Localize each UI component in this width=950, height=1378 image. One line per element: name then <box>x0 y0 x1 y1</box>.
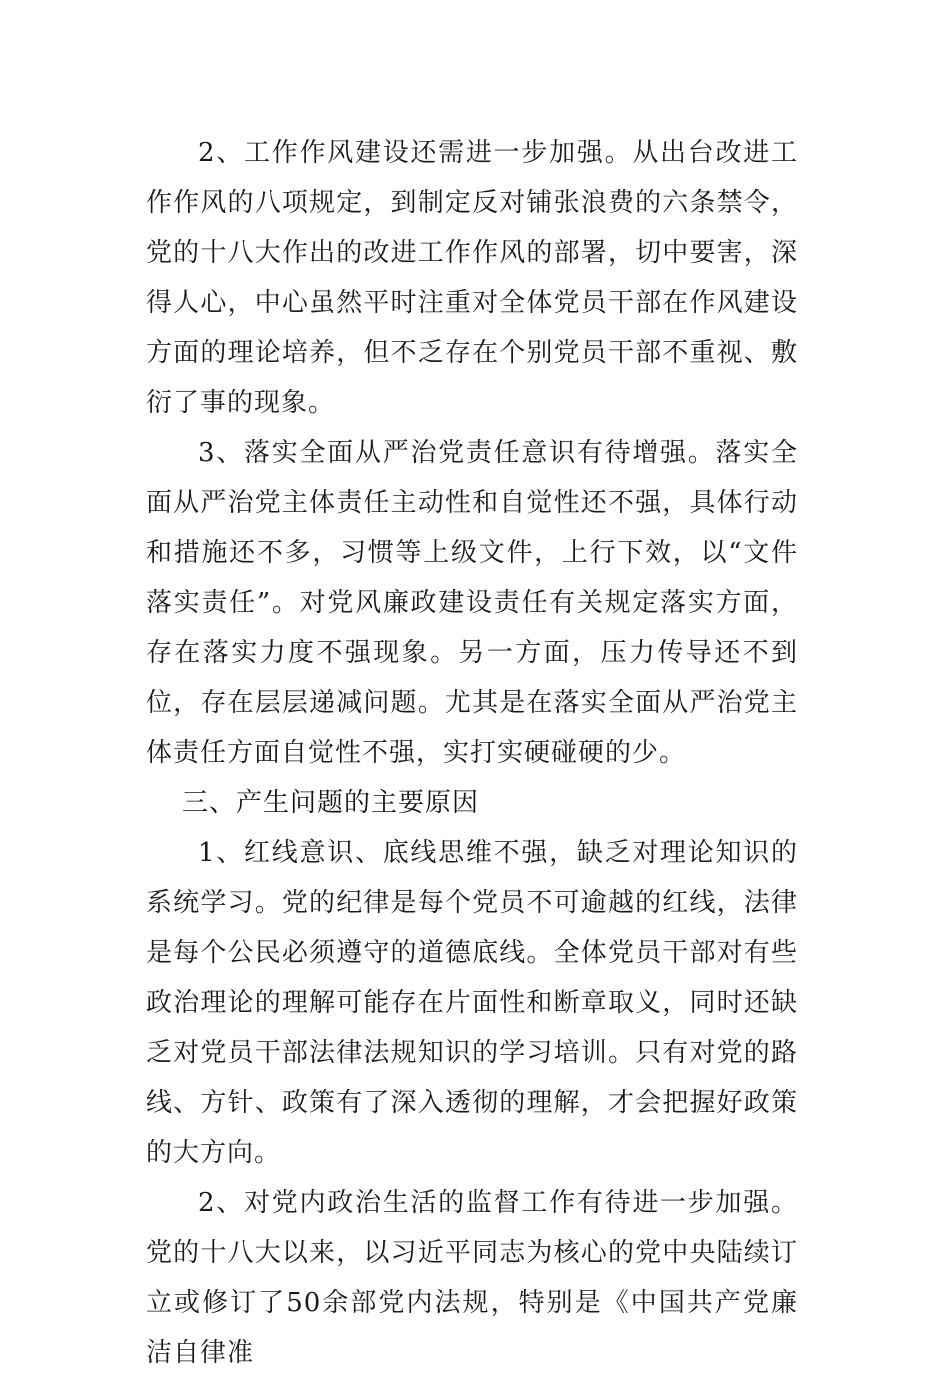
paragraph-work-style: 2、工作作风建设还需进一步加强。从出台改进工作作风的八项规定，到制定反对铺张浪费的六条禁令，党的十八大作出的改进工作作风的部署，切中要害，深得人心，中心虽然平时注重对全体党员干部在作风建设方面的理论培养，但不乏存在个别党员干部不重视、敷衍了事的现象。 <box>146 138 798 418</box>
paragraph-redline-awareness: 1、红线意识、底线思维不强，缺乏对理论知识的系统学习。党的纪律是每个党员不可逾越的红线，法律是每个公民必须遵守的道德底线。全体党员干部对有些政治理论的理解可能存在片面性和断章取义，同时还缺乏对党员干部法律法规知识的学习培训。只有对党的路线、方针、政策有了深入透彻的理解，才会把握好政策的大方向。 <box>146 838 798 1168</box>
paragraph-responsibility: 3、落实全面从严治党责任意识有待增强。落实全面从严治党主体责任主动性和自觉性还不强，具体行动和措施还不多，习惯等上级文件，上行下效，以“文件落实责任”。对党风廉政建设责任有关规定落实方面，存在落实力度不强现象。另一方面，压力传导还不到位，存在层层递减问题。尤其是在落实全面从严治党主体责任方面自觉性不强，实打实硬碰硬的少。 <box>146 438 798 768</box>
paragraph-supervision: 2、对党内政治生活的监督工作有待进一步加强。党的十八大以来，以习近平同志为核心的党中央陆续订立或修订了50余部党内法规，特别是《中国共产党廉洁自律准 <box>146 1188 798 1368</box>
document-body <box>146 128 798 1378</box>
section-heading-causes: 三、产生问题的主要原因 <box>182 788 480 818</box>
